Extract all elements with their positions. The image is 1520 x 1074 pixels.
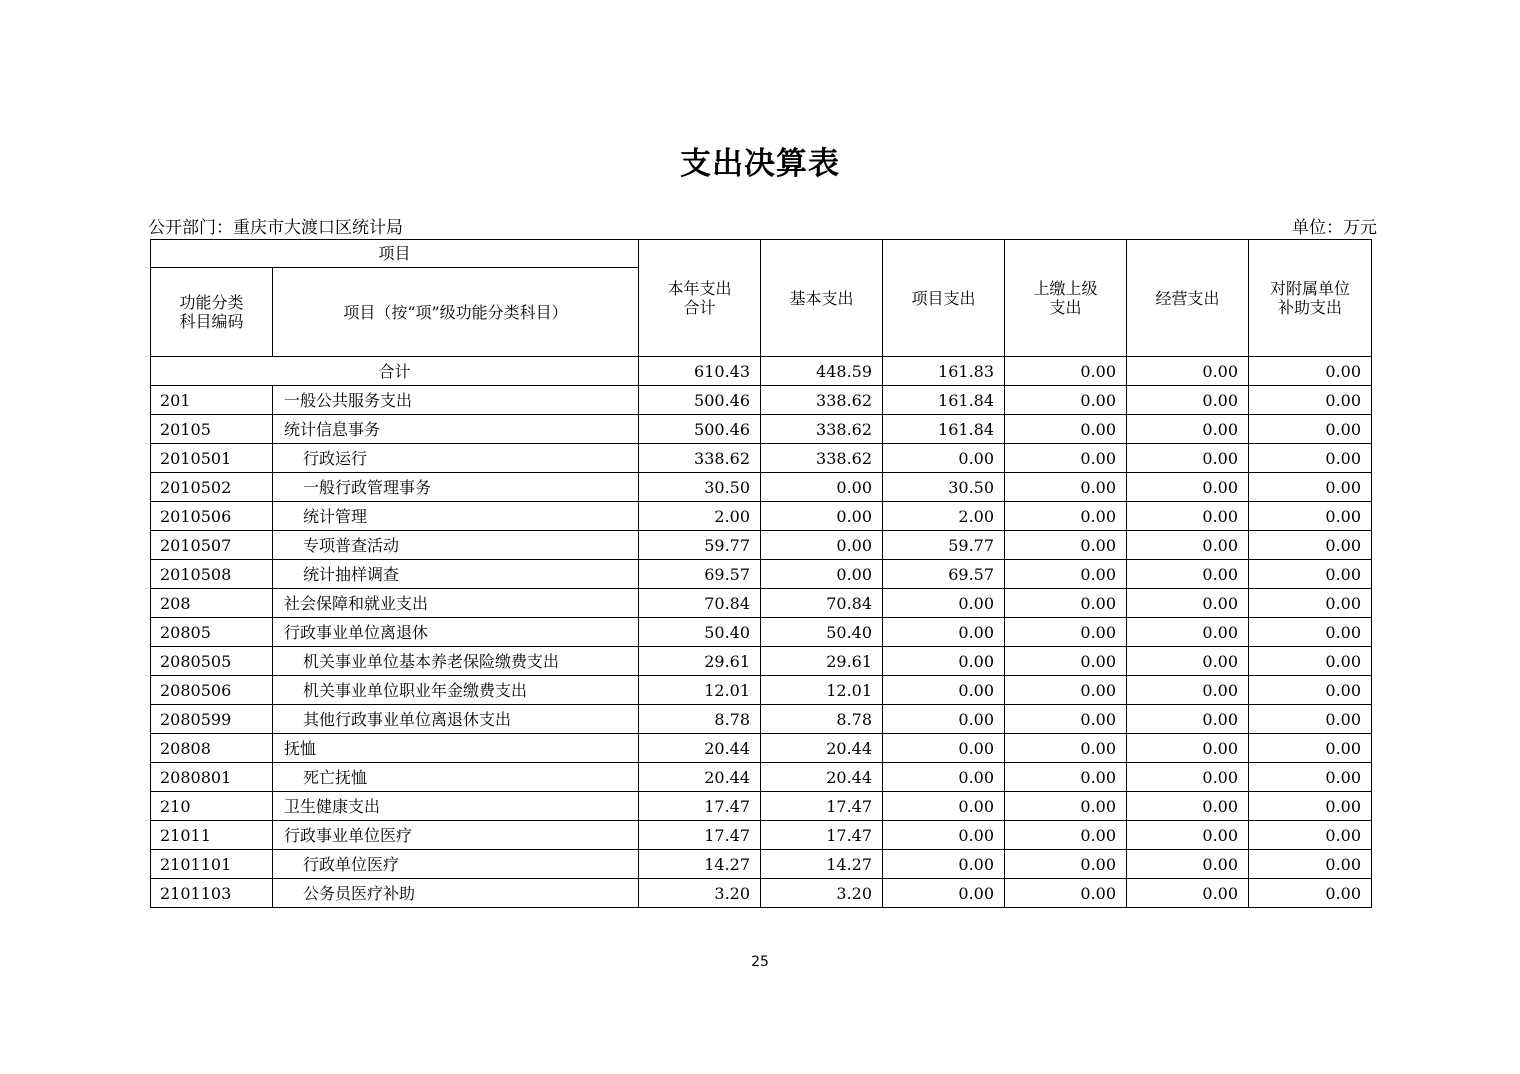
code-cell: 2010506 [151,502,273,531]
subsidy-cell: 0.00 [1249,792,1372,821]
total-cell: 338.62 [639,444,761,473]
basic-cell: 0.00 [761,560,883,589]
total-basic: 448.59 [761,357,883,386]
total-upper: 0.00 [1005,357,1127,386]
expenditure-table [150,239,1372,908]
code-cell: 2101103 [151,879,273,908]
total-cell: 12.01 [639,676,761,705]
code-cell: 2010502 [151,473,273,502]
project-cell: 30.50 [883,473,1005,502]
total-cell: 30.50 [639,473,761,502]
project-cell: 0.00 [883,444,1005,473]
upper-cell: 0.00 [1005,444,1127,473]
code-cell: 210 [151,792,273,821]
business-cell: 0.00 [1127,792,1249,821]
code-cell: 2080801 [151,763,273,792]
upper-cell: 0.00 [1005,879,1127,908]
subsidy-cell: 0.00 [1249,444,1372,473]
table-row [151,850,1372,879]
name-cell: 行政单位医疗 [273,850,639,879]
total-cell: 17.47 [639,792,761,821]
table-row [151,386,1372,415]
name-cell: 公务员医疗补助 [273,879,639,908]
total-cell: 29.61 [639,647,761,676]
name-cell: 行政运行 [273,444,639,473]
business-cell: 0.00 [1127,734,1249,763]
total-total: 610.43 [639,357,761,386]
subsidy-cell: 0.00 [1249,589,1372,618]
code-cell: 20808 [151,734,273,763]
business-cell: 0.00 [1127,676,1249,705]
code-cell: 201 [151,386,273,415]
page-number: 25 [751,954,769,970]
upper-cell: 0.00 [1005,792,1127,821]
business-cell: 0.00 [1127,386,1249,415]
header-total [639,240,761,357]
project-cell: 0.00 [883,850,1005,879]
basic-cell: 338.62 [761,386,883,415]
table-row [151,560,1372,589]
project-cell: 0.00 [883,821,1005,850]
table-row [151,676,1372,705]
subsidy-cell: 0.00 [1249,763,1372,792]
basic-cell: 12.01 [761,676,883,705]
table-row [151,502,1372,531]
total-cell: 20.44 [639,763,761,792]
table-row [151,792,1372,821]
upper-cell: 0.00 [1005,502,1127,531]
project-cell: 161.84 [883,386,1005,415]
basic-cell: 338.62 [761,415,883,444]
business-cell: 0.00 [1127,502,1249,531]
name-cell: 卫生健康支出 [273,792,639,821]
project-cell: 0.00 [883,734,1005,763]
name-cell: 统计管理 [273,502,639,531]
project-cell: 0.00 [883,618,1005,647]
name-cell: 一般行政管理事务 [273,473,639,502]
business-cell: 0.00 [1127,763,1249,792]
name-cell: 一般公共服务支出 [273,386,639,415]
total-row [151,357,1372,386]
upper-cell: 0.00 [1005,618,1127,647]
basic-cell: 20.44 [761,734,883,763]
subsidy-cell: 0.00 [1249,415,1372,444]
name-cell: 行政事业单位医疗 [273,821,639,850]
code-cell: 208 [151,589,273,618]
business-cell: 0.00 [1127,618,1249,647]
business-cell: 0.00 [1127,821,1249,850]
header-basic: 基本支出 [761,240,883,357]
subsidy-cell: 0.00 [1249,676,1372,705]
table-row [151,444,1372,473]
business-cell: 0.00 [1127,531,1249,560]
total-cell: 20.44 [639,734,761,763]
subsidy-cell: 0.00 [1249,473,1372,502]
header-upper-line1: 上缴上级 [1033,279,1098,298]
code-cell: 2080505 [151,647,273,676]
subsidy-cell: 0.00 [1249,502,1372,531]
basic-cell: 0.00 [761,502,883,531]
header-total-line2: 合计 [683,298,716,317]
total-project: 161.83 [883,357,1005,386]
upper-cell: 0.00 [1005,821,1127,850]
header-code-line2: 科目编码 [179,312,244,331]
business-cell: 0.00 [1127,473,1249,502]
project-cell: 0.00 [883,676,1005,705]
header-upper-line2: 支出 [1049,298,1082,317]
table-row [151,531,1372,560]
subsidy-cell: 0.00 [1249,531,1372,560]
table-row [151,618,1372,647]
upper-cell: 0.00 [1005,386,1127,415]
name-cell: 专项普查活动 [273,531,639,560]
total-cell: 500.46 [639,386,761,415]
name-cell: 统计信息事务 [273,415,639,444]
basic-cell: 8.78 [761,705,883,734]
business-cell: 0.00 [1127,589,1249,618]
department-label: 公开部门：重庆市大渡口区统计局 [148,218,403,238]
header-project: 项目 [151,240,639,268]
subsidy-cell: 0.00 [1249,850,1372,879]
code-cell: 20805 [151,618,273,647]
total-cell: 69.57 [639,560,761,589]
basic-cell: 17.47 [761,792,883,821]
total-subsidy: 0.00 [1249,357,1372,386]
code-cell: 2080599 [151,705,273,734]
project-cell: 0.00 [883,589,1005,618]
table-row [151,473,1372,502]
upper-cell: 0.00 [1005,560,1127,589]
basic-cell: 70.84 [761,589,883,618]
name-cell: 其他行政事业单位离退休支出 [273,705,639,734]
code-cell: 21011 [151,821,273,850]
header-upper [1005,240,1127,357]
name-cell: 社会保障和就业支出 [273,589,639,618]
project-cell: 0.00 [883,647,1005,676]
page-title: 支出决算表 [680,146,840,182]
table-row [151,647,1372,676]
table-row [151,821,1372,850]
total-cell: 59.77 [639,531,761,560]
header-code [151,268,273,357]
subsidy-cell: 0.00 [1249,618,1372,647]
code-cell: 2010501 [151,444,273,473]
name-cell: 机关事业单位基本养老保险缴费支出 [273,647,639,676]
total-label: 合计 [151,357,639,386]
subsidy-cell: 0.00 [1249,879,1372,908]
table-row [151,763,1372,792]
code-cell: 2010507 [151,531,273,560]
subsidy-cell: 0.00 [1249,647,1372,676]
code-cell: 20105 [151,415,273,444]
project-cell: 0.00 [883,763,1005,792]
total-cell: 14.27 [639,850,761,879]
total-cell: 8.78 [639,705,761,734]
business-cell: 0.00 [1127,415,1249,444]
table-row [151,705,1372,734]
upper-cell: 0.00 [1005,763,1127,792]
basic-cell: 14.27 [761,850,883,879]
upper-cell: 0.00 [1005,705,1127,734]
project-cell: 0.00 [883,705,1005,734]
project-cell: 2.00 [883,502,1005,531]
basic-cell: 50.40 [761,618,883,647]
total-cell: 70.84 [639,589,761,618]
project-cell: 0.00 [883,879,1005,908]
header-code-line1: 功能分类 [179,293,244,312]
basic-cell: 0.00 [761,473,883,502]
upper-cell: 0.00 [1005,647,1127,676]
subsidy-cell: 0.00 [1249,386,1372,415]
project-cell: 161.84 [883,415,1005,444]
total-cell: 500.46 [639,415,761,444]
business-cell: 0.00 [1127,705,1249,734]
code-cell: 2080506 [151,676,273,705]
upper-cell: 0.00 [1005,589,1127,618]
total-cell: 2.00 [639,502,761,531]
basic-cell: 29.61 [761,647,883,676]
subsidy-cell: 0.00 [1249,821,1372,850]
name-cell: 机关事业单位职业年金缴费支出 [273,676,639,705]
header-total-line1: 本年支出 [667,279,732,298]
table-row [151,589,1372,618]
header-project-expense: 项目支出 [883,240,1005,357]
name-cell: 抚恤 [273,734,639,763]
basic-cell: 0.00 [761,531,883,560]
table-row [151,415,1372,444]
table-row [151,879,1372,908]
header-business: 经营支出 [1127,240,1249,357]
project-cell: 59.77 [883,531,1005,560]
business-cell: 0.00 [1127,850,1249,879]
code-cell: 2010508 [151,560,273,589]
business-cell: 0.00 [1127,444,1249,473]
subsidy-cell: 0.00 [1249,560,1372,589]
upper-cell: 0.00 [1005,473,1127,502]
name-cell: 统计抽样调查 [273,560,639,589]
total-cell: 17.47 [639,821,761,850]
basic-cell: 17.47 [761,821,883,850]
header-item-name: 项目（按“项”级功能分类科目） [273,268,639,357]
upper-cell: 0.00 [1005,415,1127,444]
basic-cell: 3.20 [761,879,883,908]
code-cell: 2101101 [151,850,273,879]
basic-cell: 338.62 [761,444,883,473]
subsidy-cell: 0.00 [1249,705,1372,734]
upper-cell: 0.00 [1005,850,1127,879]
business-cell: 0.00 [1127,560,1249,589]
name-cell: 行政事业单位离退休 [273,618,639,647]
upper-cell: 0.00 [1005,676,1127,705]
name-cell: 死亡抚恤 [273,763,639,792]
total-business: 0.00 [1127,357,1249,386]
upper-cell: 0.00 [1005,734,1127,763]
project-cell: 0.00 [883,792,1005,821]
subsidy-cell: 0.00 [1249,734,1372,763]
header-subsidy-line1: 对附属单位 [1270,279,1351,298]
business-cell: 0.00 [1127,879,1249,908]
basic-cell: 20.44 [761,763,883,792]
project-cell: 69.57 [883,560,1005,589]
header-subsidy-line2: 补助支出 [1278,298,1343,317]
table-row [151,734,1372,763]
unit-label: 单位：万元 [1292,218,1377,238]
total-cell: 3.20 [639,879,761,908]
business-cell: 0.00 [1127,647,1249,676]
total-cell: 50.40 [639,618,761,647]
header-subsidy [1249,240,1372,357]
upper-cell: 0.00 [1005,531,1127,560]
